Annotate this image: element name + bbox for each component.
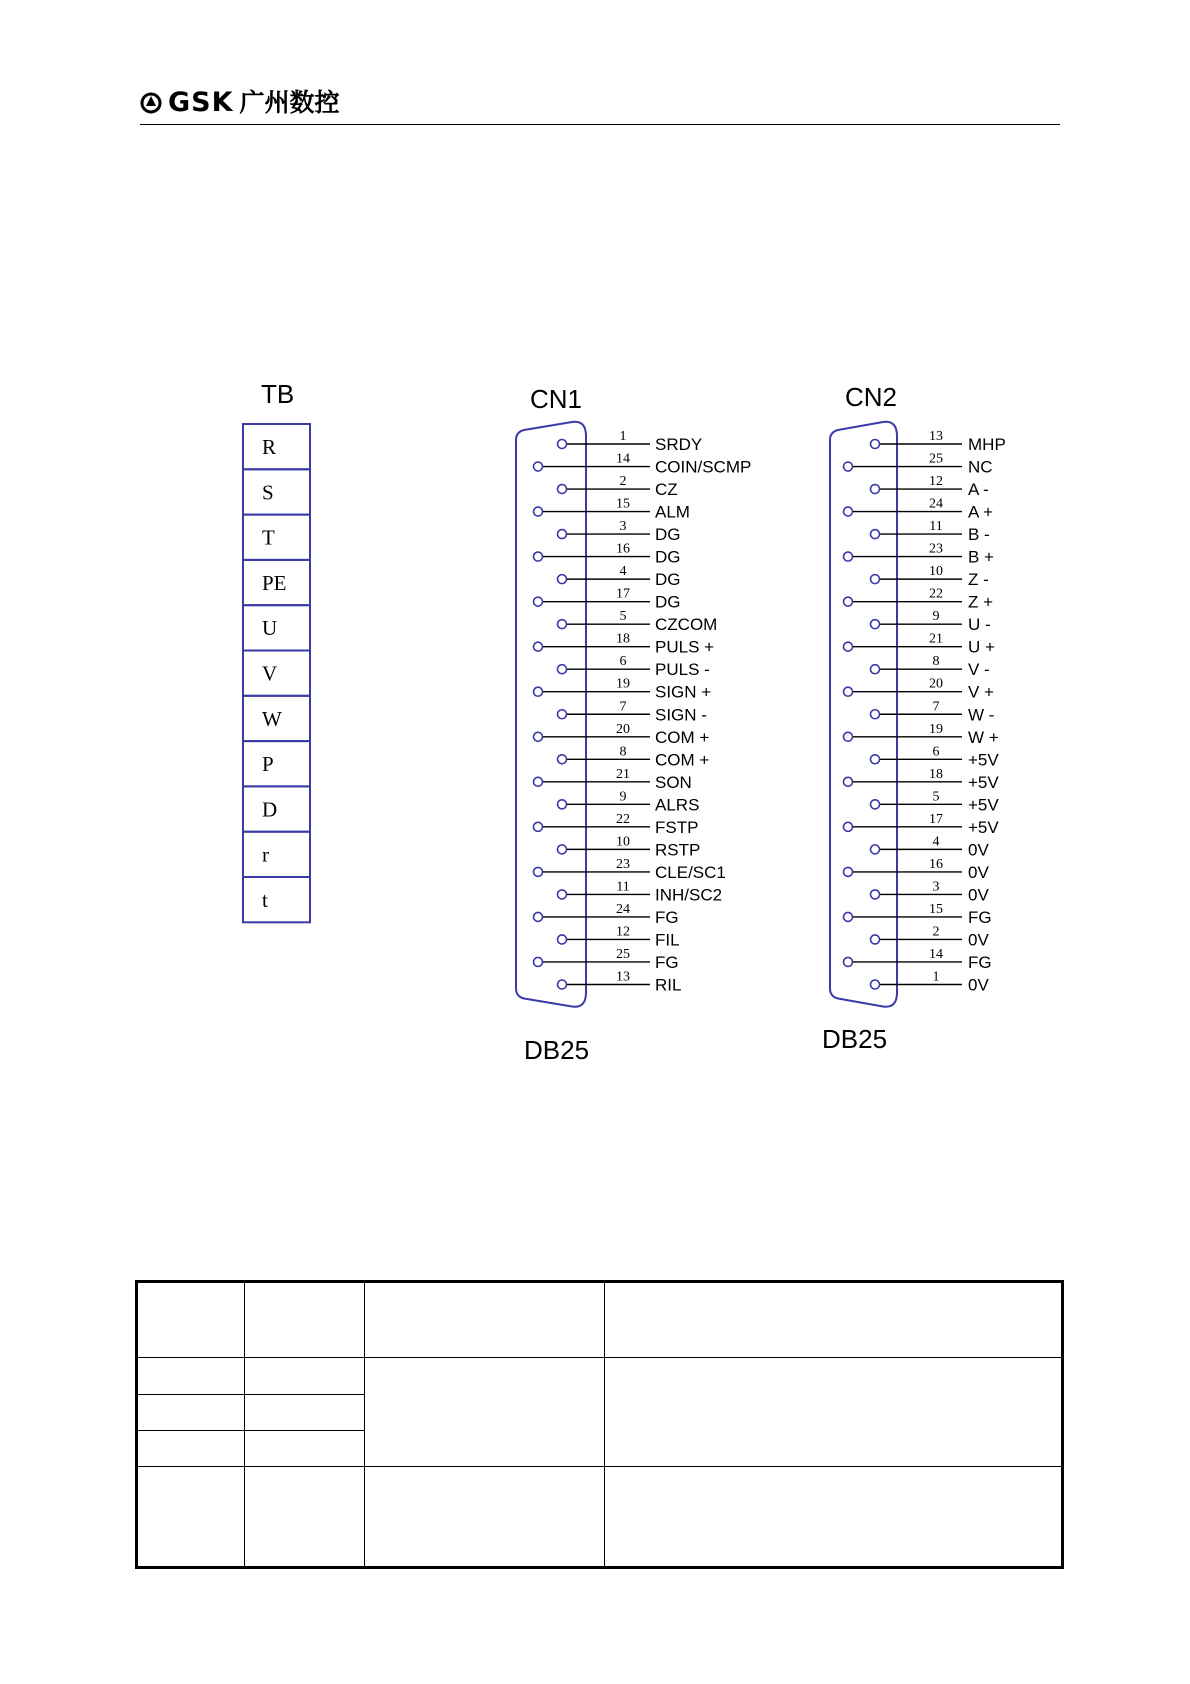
table-cell <box>245 1282 365 1358</box>
pin-hole <box>534 912 543 921</box>
pin-signal: B - <box>968 525 990 545</box>
pin-number: 21 <box>929 631 943 647</box>
pin-signal: INH/SC2 <box>655 885 723 905</box>
pin-signal: DG <box>655 592 681 612</box>
pin-number: 7 <box>619 699 627 715</box>
pin-hole <box>844 687 853 696</box>
pin-hole <box>534 867 543 876</box>
pin-hole <box>844 462 853 471</box>
table-cell <box>245 1358 365 1395</box>
pin-signal: 0V <box>968 930 989 950</box>
table-cell <box>605 1467 1063 1568</box>
pin-number: 18 <box>616 631 630 647</box>
pin-number: 16 <box>929 856 943 872</box>
pin-signal: PULS + <box>655 637 715 657</box>
table-row <box>137 1282 1063 1358</box>
pin-hole <box>558 980 567 989</box>
pin-number: 10 <box>616 834 630 850</box>
pin-signal: +5V <box>968 750 999 770</box>
pin-signal: A + <box>968 502 994 522</box>
table-cell <box>605 1358 1063 1467</box>
pin-hole <box>871 935 880 944</box>
pin-signal: PULS - <box>655 660 710 680</box>
pin-signal: COM + <box>655 750 710 770</box>
tb-terminal-cell <box>243 832 310 877</box>
pin-hole <box>844 732 853 741</box>
tb-terminal-label: S <box>262 480 274 505</box>
pin-hole <box>558 485 567 494</box>
pin-number: 21 <box>616 766 630 782</box>
tb-terminal-label: P <box>262 752 274 777</box>
pin-number: 11 <box>616 879 630 895</box>
pin-signal: RSTP <box>655 840 701 860</box>
pin-signal: FG <box>968 907 992 927</box>
pin-number: 1 <box>619 429 627 444</box>
pin-number: 23 <box>929 541 943 557</box>
pin-number: 13 <box>616 969 630 985</box>
tb-terminal-label: r <box>262 842 269 867</box>
pin-number: 22 <box>929 586 943 602</box>
pin-number: 23 <box>616 856 630 872</box>
pin-number: 14 <box>929 946 943 962</box>
tb-terminal-label: U <box>262 616 278 641</box>
pin-hole <box>871 755 880 764</box>
tb-terminal-cell <box>243 741 310 786</box>
pin-hole <box>558 755 567 764</box>
pin-hole <box>844 867 853 876</box>
pin-signal: 0V <box>968 862 989 882</box>
pin-signal: +5V <box>968 772 999 792</box>
pin-signal: SIGN + <box>655 682 712 702</box>
pin-hole <box>558 935 567 944</box>
tb-terminal-label: t <box>262 888 268 912</box>
pin-number: 19 <box>929 721 943 737</box>
pin-signal: DG <box>655 570 681 590</box>
pin-hole <box>871 620 880 629</box>
table-cell <box>365 1358 605 1467</box>
pin-signal: FG <box>968 952 992 972</box>
pin-hole <box>558 575 567 584</box>
pin-signal: 0V <box>968 840 989 860</box>
pin-hole <box>871 980 880 989</box>
pin-hole <box>534 507 543 516</box>
pin-hole <box>558 620 567 629</box>
pin-signal: U - <box>968 615 991 635</box>
pin-number: 3 <box>932 879 940 895</box>
pin-hole <box>871 800 880 809</box>
table-row <box>137 1358 1063 1395</box>
terminal-block <box>243 379 310 922</box>
pin-signal: CZ <box>655 480 678 500</box>
pin-number: 18 <box>929 766 943 782</box>
connector-type-label: DB25 <box>822 1024 888 1054</box>
pin-signal: DG <box>655 547 681 567</box>
tb-terminal-label: PE <box>262 570 287 595</box>
table-cell <box>137 1467 245 1568</box>
pin-hole <box>871 575 880 584</box>
pin-signal: CZCOM <box>655 615 718 635</box>
pin-signal: Z + <box>968 592 994 612</box>
pin-signal: SON <box>655 772 692 792</box>
pin-number: 16 <box>616 541 630 557</box>
pin-hole <box>534 597 543 606</box>
pin-hole <box>844 597 853 606</box>
pin-hole <box>558 530 567 539</box>
table-row <box>137 1467 1063 1568</box>
connector-title: CN2 <box>845 382 898 412</box>
pin-signal: ALRS <box>655 795 700 815</box>
pin-hole <box>558 440 567 449</box>
pin-signal: SIGN - <box>655 705 707 725</box>
table-cell <box>245 1431 365 1467</box>
pin-hole <box>844 957 853 966</box>
pin-number: 11 <box>929 519 943 535</box>
tb-terminal-label: W <box>262 706 282 731</box>
pin-signal: V + <box>968 682 994 702</box>
pin-hole <box>844 912 853 921</box>
pin-number: 6 <box>619 654 627 670</box>
pin-hole <box>871 440 880 449</box>
pin-hole <box>558 800 567 809</box>
pin-hole <box>534 777 543 786</box>
logo-company-name: 广州数控 <box>239 88 340 117</box>
tb-terminal-label: T <box>262 525 275 550</box>
table-cell <box>137 1431 245 1467</box>
connector-title: CN1 <box>530 384 583 414</box>
pin-hole <box>871 710 880 719</box>
table-cell <box>245 1395 365 1431</box>
pin-number: 15 <box>616 496 630 512</box>
pin-signal: W - <box>968 705 995 725</box>
pin-number: 12 <box>929 474 943 490</box>
pin-hole <box>871 845 880 854</box>
connector-cn1 <box>516 384 751 1065</box>
pin-signal: +5V <box>968 795 999 815</box>
connector-cn2 <box>822 382 1006 1054</box>
pin-number: 8 <box>932 654 940 670</box>
pin-number: 17 <box>616 586 630 602</box>
tb-terminal-cell <box>243 424 310 469</box>
pin-signal: MHP <box>968 435 1006 454</box>
pin-signal: COIN/SCMP <box>655 457 752 477</box>
pin-hole <box>871 665 880 674</box>
pin-number: 10 <box>929 564 943 580</box>
pin-hole <box>534 552 543 561</box>
pin-hole <box>844 642 853 651</box>
tb-terminal-label: R <box>262 435 277 459</box>
connector-type-label: DB25 <box>524 1035 590 1065</box>
tb-terminal-cell <box>243 515 310 560</box>
table-cell <box>245 1467 365 1568</box>
pin-number: 20 <box>929 676 943 692</box>
pin-signal: FIL <box>655 930 680 950</box>
tb-terminal-cell <box>243 877 310 922</box>
pin-signal: FG <box>655 952 679 972</box>
tb-title: TB <box>261 379 295 409</box>
pin-hole <box>558 665 567 674</box>
pin-hole <box>558 845 567 854</box>
pin-hole <box>534 732 543 741</box>
pin-signal: COM + <box>655 727 710 747</box>
pin-signal: CLE/SC1 <box>655 862 726 882</box>
pin-number: 4 <box>932 834 940 850</box>
pin-number: 14 <box>616 451 630 467</box>
pin-signal: NC <box>968 457 993 477</box>
pin-number: 12 <box>616 924 630 940</box>
pin-number: 1 <box>932 969 940 985</box>
pin-signal: A - <box>968 480 989 500</box>
pin-number: 19 <box>616 676 630 692</box>
pin-number: 24 <box>616 901 630 917</box>
table-cell <box>137 1282 245 1358</box>
pin-hole <box>871 890 880 899</box>
pin-hole <box>534 687 543 696</box>
spec-table <box>135 1280 1064 1569</box>
logo-gsk-text: GSK <box>168 87 234 118</box>
pin-signal: FG <box>655 907 679 927</box>
pin-signal: SRDY <box>655 435 703 454</box>
table-cell <box>137 1358 245 1395</box>
pin-signal: +5V <box>968 817 999 837</box>
pin-signal: 0V <box>968 975 989 995</box>
pin-number: 8 <box>619 744 627 760</box>
tb-terminal-label: V <box>262 661 278 686</box>
table-cell <box>137 1395 245 1431</box>
pin-number: 25 <box>929 451 943 467</box>
tb-terminal-label: D <box>262 797 278 822</box>
pin-number: 22 <box>616 811 630 827</box>
pin-number: 6 <box>932 744 940 760</box>
pin-number: 2 <box>619 474 627 490</box>
tb-terminal-cell <box>243 469 310 514</box>
pin-number: 17 <box>929 811 943 827</box>
pin-hole <box>871 530 880 539</box>
pin-number: 4 <box>619 564 627 580</box>
pin-signal: Z - <box>968 570 989 590</box>
pin-signal: DG <box>655 525 681 545</box>
pin-hole <box>844 507 853 516</box>
pin-number: 13 <box>929 429 943 444</box>
pin-hole <box>844 552 853 561</box>
pin-number: 9 <box>619 789 627 805</box>
table-cell <box>365 1467 605 1568</box>
pin-signal: RIL <box>655 975 682 995</box>
pin-number: 7 <box>932 699 940 715</box>
pin-number: 2 <box>932 924 940 940</box>
pin-hole <box>534 957 543 966</box>
pin-number: 9 <box>932 609 940 625</box>
table-cell <box>605 1282 1063 1358</box>
pin-signal: V - <box>968 660 990 680</box>
pin-signal: ALM <box>655 502 690 522</box>
pin-signal: U + <box>968 637 995 657</box>
pin-number: 3 <box>619 519 627 535</box>
pin-hole <box>558 710 567 719</box>
pin-hole <box>844 822 853 831</box>
pin-signal: W + <box>968 727 999 747</box>
pin-signal: B + <box>968 547 994 567</box>
pin-number: 20 <box>616 721 630 737</box>
pin-hole <box>558 890 567 899</box>
pin-signal: 0V <box>968 885 989 905</box>
pin-hole <box>534 822 543 831</box>
table-cell <box>365 1282 605 1358</box>
pin-hole <box>534 642 543 651</box>
pin-hole <box>844 777 853 786</box>
pin-signal: FSTP <box>655 817 699 837</box>
pin-number: 5 <box>932 789 940 805</box>
pin-number: 24 <box>929 496 943 512</box>
pin-hole <box>871 485 880 494</box>
pin-number: 15 <box>929 901 943 917</box>
pin-number: 5 <box>619 609 627 625</box>
pin-number: 25 <box>616 946 630 962</box>
pin-hole <box>534 462 543 471</box>
